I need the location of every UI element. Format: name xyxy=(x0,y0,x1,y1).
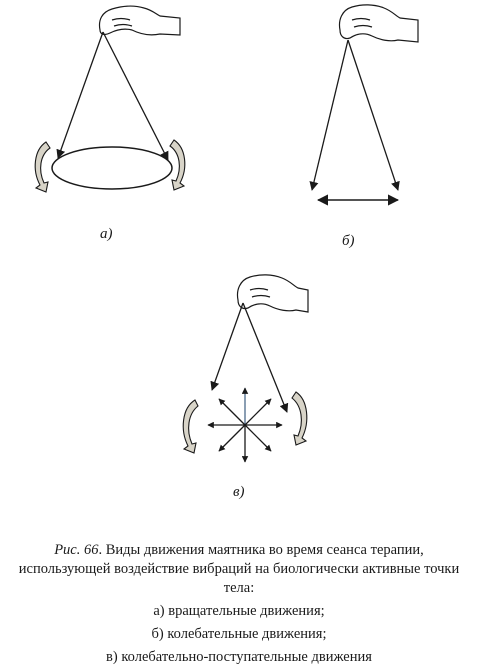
panel-b-oscillating xyxy=(312,5,418,200)
hand-icon xyxy=(340,5,419,42)
hand-icon xyxy=(100,6,181,35)
figure-ref: Рис. 66 xyxy=(54,542,99,558)
label-c: в) xyxy=(233,484,245,500)
hand-icon xyxy=(238,275,309,312)
string-left xyxy=(58,32,103,158)
string-right xyxy=(243,303,287,412)
rotation-arrow-right-icon xyxy=(292,392,307,445)
direction-star-arrows xyxy=(208,388,282,462)
rotation-ellipse xyxy=(52,147,172,189)
caption-item: в) колебательно-поступательные движения xyxy=(106,649,372,665)
caption-main: Рис. 66. Виды движения маятника во время сеанса терапии, использующей воздействие вибраций на биологически активные точки тела: xyxy=(18,542,460,596)
string-right xyxy=(103,32,168,160)
caption-item: б) колебательные движения; xyxy=(151,626,327,642)
rotation-arrow-left-icon xyxy=(183,400,198,453)
string-left xyxy=(312,40,348,190)
string-right xyxy=(348,40,398,190)
rotation-arrow-left-icon xyxy=(35,142,50,192)
panel-a-rotational xyxy=(35,6,185,192)
string-left xyxy=(212,303,243,390)
panel-c-oscillating-translational xyxy=(183,275,308,462)
caption-text: Виды движения маятника во время сеанса терапии, использующей воздействие вибраций на биологически активные точки тела: xyxy=(18,542,460,596)
figure-caption xyxy=(8,541,470,671)
label-b: б) xyxy=(342,233,355,249)
label-a: а) xyxy=(100,226,113,242)
caption-item: а) вращательные движения; xyxy=(153,603,325,619)
